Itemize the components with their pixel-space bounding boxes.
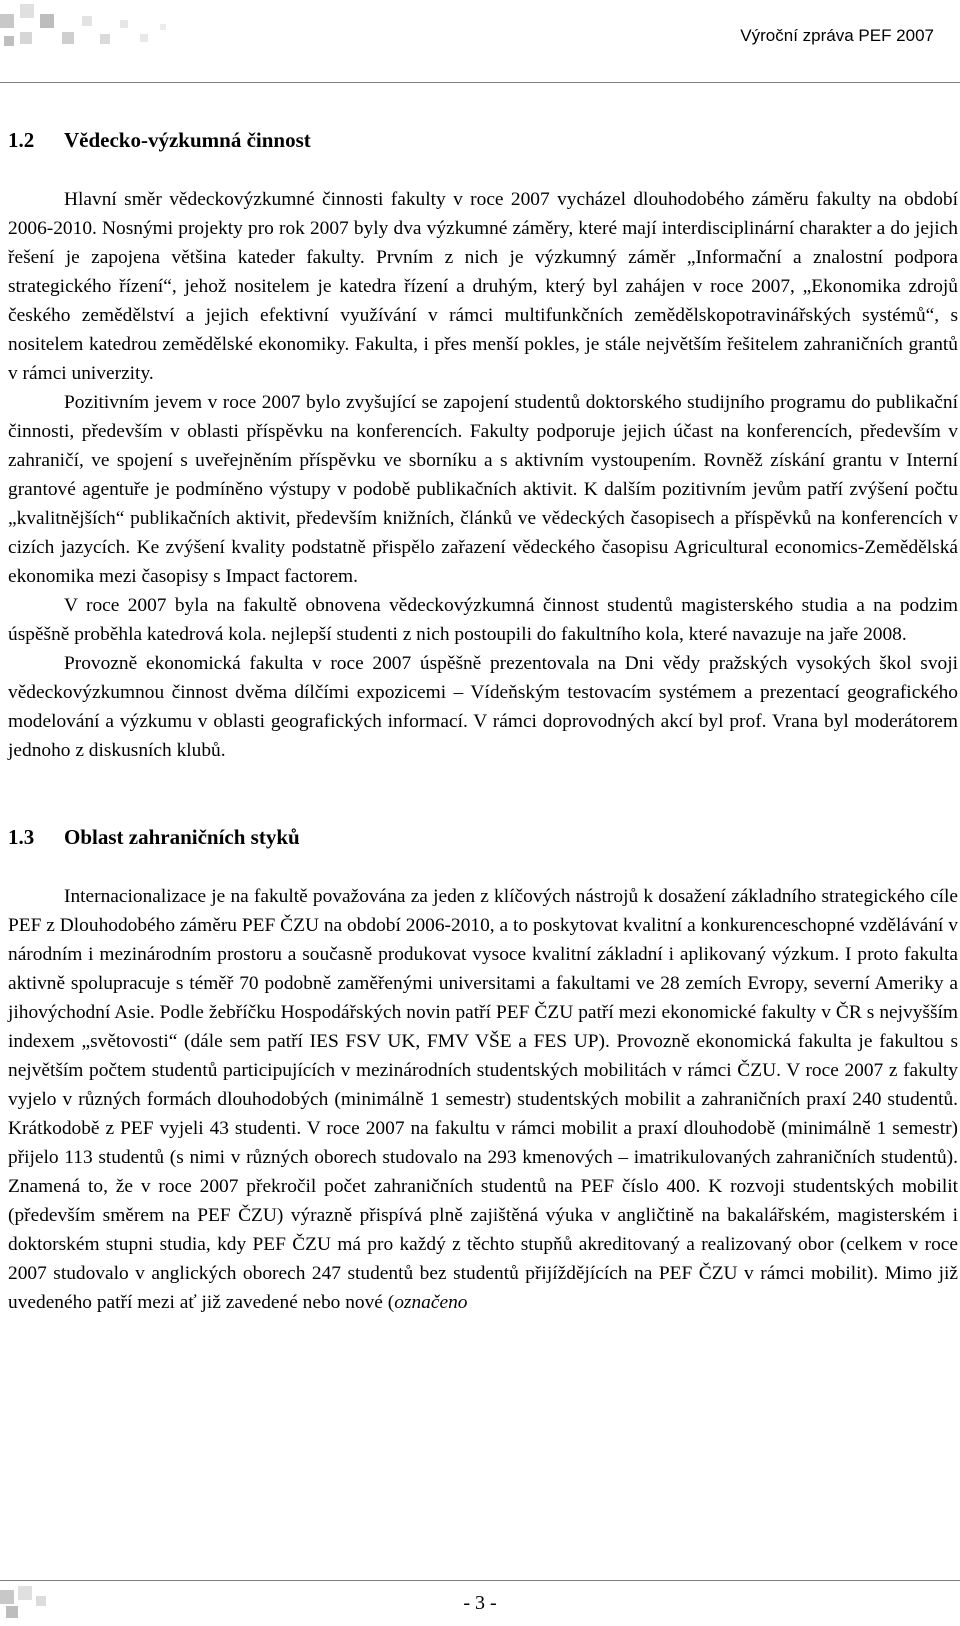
main-content — [8, 126, 958, 1317]
paragraph: Pozitivním jevem v roce 2007 bylo zvyšující se zapojení studentů doktorského studijního programu do publikační činnosti, především v oblasti příspěvku na konferencích. Fakulty podporuje jejich účast na konferencích, především v zahraničí, ve spojení s uveřejněním příspěvku ve sborníku a s aktivním vystoupením. Rovněž získání grantu v Interní grantové agentuře je podmíněno výstupy v podobě publikačních aktivit. K dalším pozitivním jevům patří zvýšení počtu „kvalitnějších“ publikačních aktivit, především knižních, článků ve vědeckých časopisech a příspěvků na konferencích v cizích jazycích. Ke zvýšení kvality podstatně přispělo zařazení vědeckého časopisu Agricultural economics-Zemědělská ekonomika mezi časopisy s Impact factorem. — [8, 392, 958, 587]
paragraph-text: Internacionalizace je na fakultě považována za jeden z klíčových nástrojů k dosažení základního strategického cíle PEF z Dlouhodobého záměru PEF ČZU na období 2006-2010, a to poskytovat kvalitní a konkurenceschopné vzdělávání v národním i mezinárodním prostoru a současně produkovat vysoce kvalitní základní i aplikovaný výzkum. I proto fakulta aktivně spolupracuje s téměř 70 podobně zaměřenými universitami a fakultami ve 28 zemích Evropy, severní Ameriky a jihovýchodní Asie. Podle žebříčku Hospodářských novin patří PEF ČZU patří mezi ekonomické fakulty v ČR s nejvyšším indexem „světovosti“ (dále sem patří IES FSV UK, FMV VŠE a FES UP). Provozně ekonomická fakulta je fakultou s největším počtem studentů participujících v mezinárodních studentských mobilitách v rámci ČZU. V roce 2007 z fakulty vyjelo v různých formách dlouhodobých (minimálně 1 semestr) studentských mobilit a zahraničních praxí 240 studentů. Krátkodobě z PEF vyjeli 43 studenti. V roce 2007 na fakultu v rámci mobilit a praxí dlouhodobě (minimálně 1 semestr) přijelo 113 studentů (s nimi v různých oborech studovalo na 293 kmenových – imatrikulovaných zahraničních studentů). Znamená to, že v roce 2007 překročil počet zahraničních studentů na PEF číslo 400. K rozvoji studentských mobilit (především směrem na PEF ČZU) výrazně přispívá plně zajištěná výuka v angličtině na bakalářském, magisterském i doktorském stupni studia, kdy PEF ČZU má pro každý z těchto stupňů akreditovaný a realizovaný obor (celkem v roce 2007 studovalo v anglických oborech 247 studentů bez studentů přijíždějících na PEF ČZU v rámci mobilit). Mimo již uvedeného patří mezi ať již zavedené nebo nové ( — [8, 886, 958, 1313]
section-number: 1.2 — [8, 128, 35, 152]
section-title: Oblast zahraničních styků — [64, 825, 300, 849]
section-number: 1.3 — [8, 825, 35, 849]
section-heading-1-3 — [8, 823, 958, 852]
section-title: Vědecko-výzkumná činnost — [64, 128, 311, 152]
paragraph — [8, 882, 958, 1317]
paragraph: Hlavní směr vědeckovýzkumné činnosti fakulty v roce 2007 vycházel dlouhodobého záměru fakulty na období 2006-2010. Nosnými projekty pro rok 2007 byly dva výzkumné záměry, které mají interdisciplinární charakter a do jejich řešení je zapojena většina kateder fakulty. Prvním z nich je výzkumný záměr „Informační a znalostní podpora strategického řízení“, jehož nositelem je katedra řízení a druhým, který byl zahájen v roce 2007, „Ekonomika zdrojů českého zemědělství a jejich efektivní využívání v rámci multifunkčních zemědělskopotravinářských systémů“, s nositelem katedrou zemědělské ekonomiky. Fakulta, i přes menší pokles, je stále největším řešitelem zahraničních grantů v rámci univerzity. — [8, 189, 958, 384]
section-spacer — [8, 765, 958, 823]
report-header-title: Výroční zpráva PEF 2007 — [740, 26, 934, 45]
header-decoration-squares — [0, 4, 200, 52]
italic-text: označeno — [394, 1292, 468, 1313]
paragraph: V roce 2007 byla na fakultě obnovena vědeckovýzkumná činnost studentů magisterského studia a na podzim úspěšně proběhla katedrová kola. nejlepší studenti z nich postoupili do fakultního kola, které navazuje na jaře 2008. — [8, 595, 958, 645]
footer-divider — [0, 1580, 960, 1581]
paragraph: Provozně ekonomická fakulta v roce 2007 úspěšně prezentovala na Dni vědy pražských vysokých škol svoji vědeckovýzkumnou činnost dvěma dílčími expozicemi – Vídeňským testovacím systémem a prezentací geografického modelování a výzkumu v oblasti geografických informací. V rámci doprovodných akcí byl prof. Vrana byl moderátorem jednoho z diskusních klubů. — [8, 653, 958, 761]
page-number: - 3 - — [463, 1592, 497, 1614]
section-heading-1-2 — [8, 126, 958, 155]
header-divider — [0, 82, 960, 83]
